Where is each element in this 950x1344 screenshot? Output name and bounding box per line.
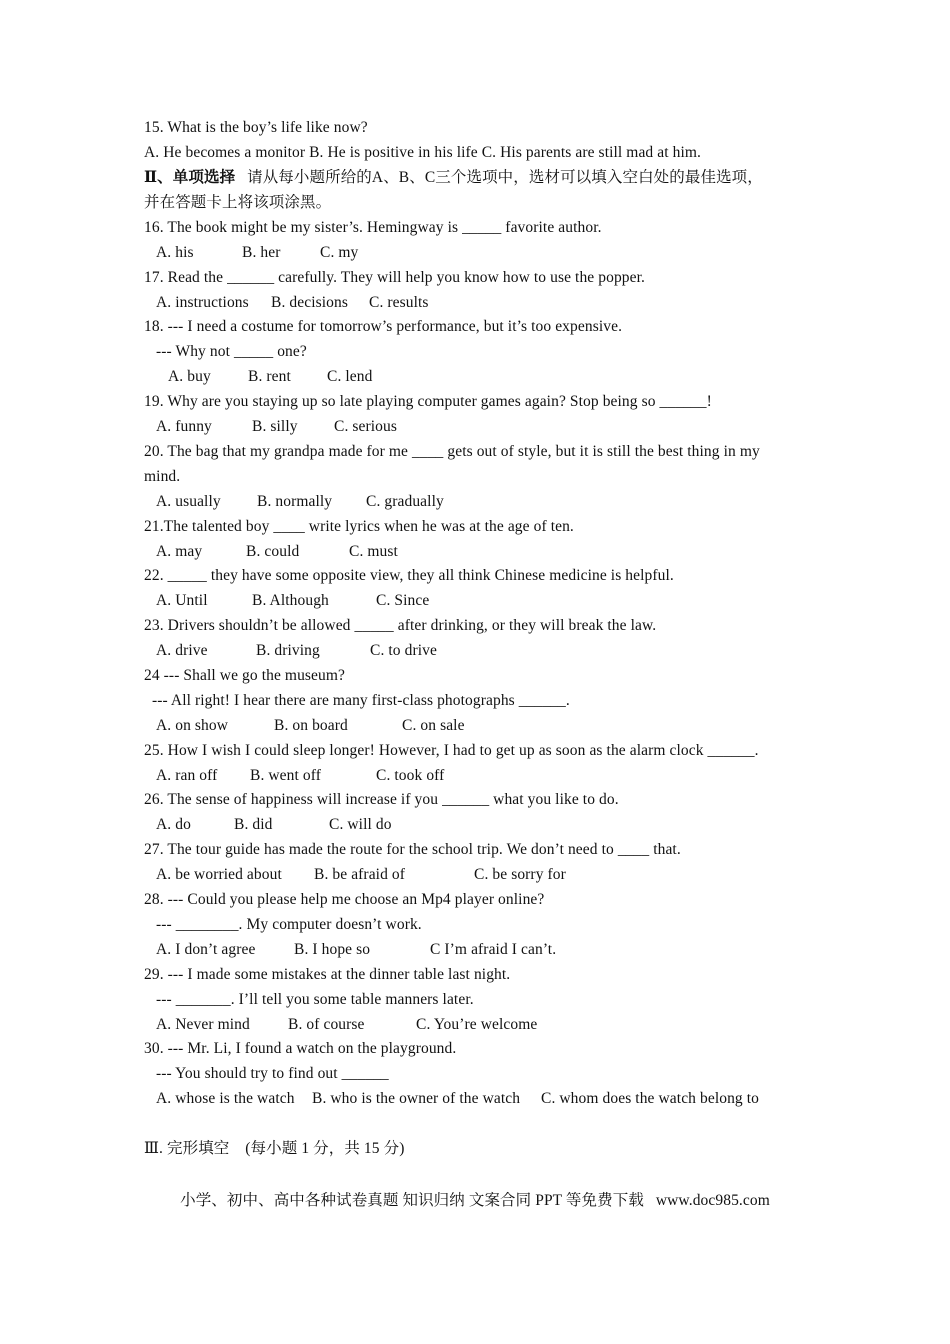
q16-options	[156, 243, 358, 263]
q27-option-a: A. be worried about	[156, 866, 282, 883]
q17-stem: 17. Read the ______ carefully. They will help you know how to use the popper.	[144, 269, 646, 286]
q26-option-a: A. do	[156, 816, 191, 833]
q30-option-b: B. who is the owner of the watch	[312, 1090, 521, 1107]
q16-option-a: A. his	[156, 244, 194, 261]
q18-stem-reply: --- Why not _____ one?	[156, 343, 307, 360]
section2-heading: Ⅱ、单项选择	[144, 169, 236, 186]
q28-stem: 28. --- Could you please help me choose an Mp4 player online?	[144, 891, 545, 908]
q22-option-a: A. Until	[156, 592, 208, 609]
q17-options	[156, 293, 429, 313]
q18-options	[168, 367, 372, 387]
q21-option-c: C. must	[349, 543, 398, 560]
q17-option-a: A. instructions	[156, 294, 249, 311]
q25-option-a: A. ran off	[156, 767, 218, 784]
q21-option-b: B. could	[246, 543, 300, 560]
q23-option-a: A. drive	[156, 642, 208, 659]
q27-option-c: C. be sorry for	[474, 866, 566, 883]
q23-stem: 23. Drivers shouldn’t be allowed _____ after drinking, or they will break the law.	[144, 617, 657, 634]
q28-option-a: A. I don’t agree	[156, 941, 256, 958]
q19-option-c: C. serious	[334, 418, 397, 435]
q17-option-b: B. decisions	[271, 294, 348, 311]
q22-option-b: B. Although	[252, 592, 329, 609]
q16-option-b: B. her	[242, 244, 281, 261]
q27-option-b: B. be afraid of	[314, 866, 406, 883]
q30-stem-reply: --- You should try to find out ______	[156, 1065, 389, 1082]
q30-option-c: C. whom does the watch belong to	[541, 1090, 760, 1107]
q30-option-a: A. whose is the watch	[156, 1090, 295, 1107]
section3-heading: Ⅲ. 完形填空 (每小题 1 分，共 15 分)	[144, 1140, 405, 1157]
page-footer: 小学、初中、高中各种试卷真题 知识归纳 文案合同 PPT 等免费下载 www.doc985.com	[180, 1192, 770, 1209]
q23-option-b: B. driving	[256, 642, 320, 659]
q27-options	[156, 865, 566, 885]
q29-option-c: C. You’re welcome	[416, 1016, 538, 1033]
q19-stem: 19. Why are you staying up so late playing computer games again? Stop being so ______!	[144, 393, 712, 410]
q25-stem: 25. How I wish I could sleep longer! However, I had to get up as soon as the alarm clock ______.	[144, 742, 759, 759]
q20-option-c: C. gradually	[366, 493, 444, 510]
q24-stem: 24 --- Shall we go the museum?	[144, 667, 346, 684]
q28-option-b: B. I hope so	[294, 941, 371, 958]
q20-option-b: B. normally	[257, 493, 333, 510]
q25-option-c: C. took off	[376, 767, 445, 784]
q25-option-b: B. went off	[250, 767, 321, 784]
q22-options	[156, 591, 429, 611]
q19-options	[156, 417, 397, 437]
q20-stem-cont: mind.	[144, 468, 181, 485]
q29-options	[156, 1015, 537, 1035]
q24-option-a: A. on show	[156, 717, 229, 734]
q24-option-c: C. on sale	[402, 717, 465, 734]
section2-instruction-text: 请从每小题所给的A、B、C三个选项中，选材可以填入空白处的最佳选项，	[235, 169, 763, 186]
q22-option-c: C. Since	[376, 592, 430, 609]
q21-options	[156, 542, 398, 562]
q16-option-c: C. my	[320, 244, 359, 261]
q20-options	[156, 492, 444, 512]
section2-instruction	[144, 168, 763, 188]
q18-option-c: C. lend	[327, 368, 373, 385]
q30-options	[156, 1089, 759, 1109]
q29-option-a: A. Never mind	[156, 1016, 250, 1033]
q23-option-c: C. to drive	[370, 642, 437, 659]
q18-option-b: B. rent	[248, 368, 291, 385]
q21-stem: 21.The talented boy ____ write lyrics when he was at the age of ten.	[144, 518, 574, 535]
q26-option-c: C. will do	[329, 816, 392, 833]
q26-stem: 26. The sense of happiness will increase if you ______ what you like to do.	[144, 791, 619, 808]
q29-option-b: B. of course	[288, 1016, 365, 1033]
q16-stem: 16. The book might be my sister’s. Hemingway is _____ favorite author.	[144, 219, 602, 236]
q20-stem: 20. The bag that my grandpa made for me ____ gets out of style, but it is still the best thing in my	[144, 443, 760, 460]
q28-options	[156, 940, 556, 960]
q28-option-c: C I’m afraid I can’t.	[430, 941, 557, 958]
section2-instruction-cont: 并在答题卡上将该项涂黑。	[144, 194, 332, 211]
q17-option-c: C. results	[369, 294, 429, 311]
q24-options	[156, 716, 465, 736]
q22-stem: 22. _____ they have some opposite view, they all think Chinese medicine is helpful.	[144, 567, 674, 584]
q19-option-a: A. funny	[156, 418, 212, 435]
q15-options: A. He becomes a monitor B. He is positive in his life C. His parents are still mad at him.	[144, 144, 702, 161]
q19-option-b: B. silly	[252, 418, 298, 435]
q24-stem-reply: --- All right! I hear there are many first-class photographs ______.	[152, 692, 570, 709]
q28-stem-reply: --- ________. My computer doesn’t work.	[156, 916, 422, 933]
q29-stem-reply: --- _______. I’ll tell you some table manners later.	[156, 991, 474, 1008]
q18-option-a: A. buy	[168, 368, 211, 385]
q21-option-a: A. may	[156, 543, 203, 560]
q30-stem: 30. --- Mr. Li, I found a watch on the playground.	[144, 1040, 457, 1057]
q26-option-b: B. did	[234, 816, 273, 833]
q27-stem: 27. The tour guide has made the route for the school trip. We don’t need to ____ that.	[144, 841, 681, 858]
q23-options	[156, 641, 437, 661]
q18-stem: 18. --- I need a costume for tomorrow’s performance, but it’s too expensive.	[144, 318, 623, 335]
q26-options	[156, 815, 392, 835]
q29-stem: 29. --- I made some mistakes at the dinner table last night.	[144, 966, 511, 983]
q15-stem: 15. What is the boy’s life like now?	[144, 119, 368, 136]
q25-options	[156, 766, 444, 786]
q24-option-b: B. on board	[274, 717, 348, 734]
q20-option-a: A. usually	[156, 493, 221, 510]
